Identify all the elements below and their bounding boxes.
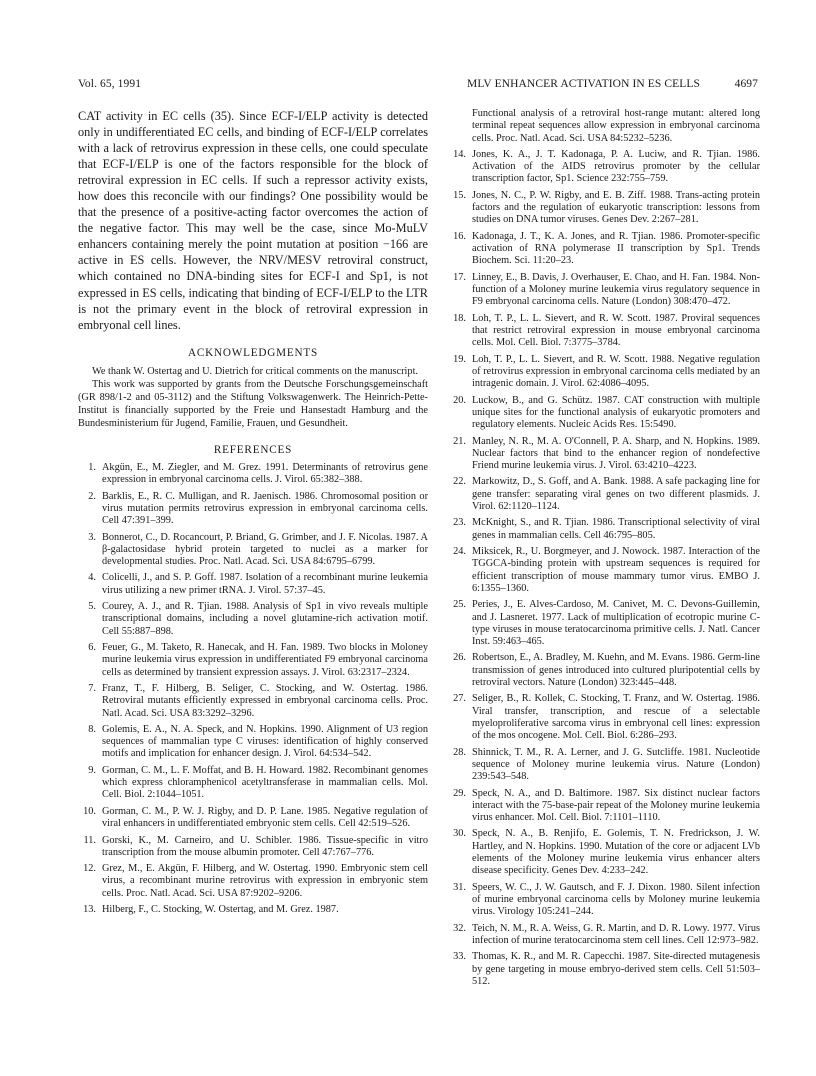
- reference-number: 32.: [453, 922, 466, 934]
- reference-text: Jones, N. C., P. W. Rigby, and E. B. Ziff. 1988. Trans-acting protein factors and the regulation of eukaryotic transcription: lessons from studies on DNA tumor viruses. Genes Dev. 2:267–281.: [472, 189, 760, 226]
- reference-number: 18.: [453, 312, 466, 324]
- running-title: MLV ENHANCER ACTIVATION IN ES CELLS: [467, 78, 700, 90]
- volume-label: Vol. 65, 1991: [78, 78, 142, 90]
- reference-text: Jones, K. A., J. T. Kadonaga, P. A. Luciw, and R. Tjian. 1986. Activation of the AIDS retrovirus promoter by the cellular transcription factor, Sp1. Science 232:755–759.: [472, 148, 760, 185]
- reference-number: 23.: [453, 517, 466, 529]
- reference-entry: [448, 517, 760, 542]
- reference-text: Bonnerot, C., D. Rocancourt, P. Briand, G. Grimber, and J. F. Nicolas. 1987. A β-galactosidase hybrid protein targeted to nuclei as a marker for developmental studies. Proc. Natl. Acad. Sci. USA 84:6795–6799.: [102, 531, 428, 568]
- reference-number: 15.: [453, 189, 466, 201]
- reference-entry: [448, 828, 760, 877]
- reference-number: 3.: [88, 531, 96, 543]
- reference-number: 33.: [453, 951, 466, 963]
- reference-number: 14.: [453, 148, 466, 160]
- reference-entry: [448, 272, 760, 309]
- reference-number: 7.: [88, 683, 96, 695]
- reference-text: Loh, T. P., L. L. Sievert, and R. W. Scott. 1988. Negative regulation of retrovirus expression in embryonal carcinoma cells mediated by an intragenic domain. J. Virol. 62:4086–4095.: [472, 353, 760, 390]
- reference-text: Markowitz, D., S. Goff, and A. Bank. 1988. A safe packaging line for gene transfer: separating viral genes on two different plasmids. J. Virol. 62:1120–1124.: [472, 476, 760, 512]
- reference-number: 6.: [88, 642, 96, 654]
- reference-entry: [448, 313, 760, 350]
- reference-entry: [448, 546, 760, 595]
- reference-entry: [78, 724, 428, 761]
- reference-text: McKnight, S., and R. Tjian. 1986. Transcriptional selectivity of viral genes in mammalian cells. Cell 46:795–805.: [472, 517, 760, 541]
- reference-number: 26.: [453, 652, 466, 664]
- reference-text: Akgün, E., M. Ziegler, and M. Grez. 1991. Determinants of retrovirus gene expression in embryonal carcinoma cells. J. Virol. 65:382–388.: [102, 461, 428, 486]
- reference-text: Loh, T. P., L. L. Sievert, and R. W. Scott. 1987. Proviral sequences that restrict retroviral expression in mouse embryonal carcinoma cells. Mol. Cell. Biol. 7:3775–3784.: [472, 312, 760, 349]
- reference-entry: [448, 149, 760, 186]
- reference-entry: [78, 601, 428, 638]
- reference-number: 4.: [88, 572, 96, 584]
- reference-text: Gorman, C. M., L. F. Moffat, and B. H. Howard. 1982. Recombinant genomes which express chloramphenicol acetyltransferase in mammalian cells. Mol. Cell. Biol. 2:1044–1051.: [102, 764, 428, 801]
- reference-number: 5.: [88, 601, 96, 613]
- reference-entry: [78, 806, 428, 831]
- reference-text: Hilberg, F., C. Stocking, W. Ostertag, and M. Grez. 1987.: [102, 904, 339, 916]
- acknowledgments-paragraph-2: This work was supported by grants from the Deutsche Forschungsgemeinschaft (GR 898/1-2 and 05-3112) and the Stiftung Volkswagenwerk. The Heinrich-Pette-Institut is financially supported by the Freie und Hansestadt Hamburg and the Bundesministerium für Jugend, Familie, Frauen, und Gesundheit.: [78, 378, 428, 429]
- acknowledgments-paragraph-1: We thank W. Ostertag and U. Dietrich for critical comments on the manuscript.: [92, 365, 419, 377]
- reference-number: 21.: [453, 435, 466, 447]
- reference-entry: [78, 863, 428, 900]
- reference-text: Speck, N. A., B. Renjifo, E. Golemis, T. N. Fredrickson, J. W. Hartley, and N. Hopkins. 1990. Mutation of the core or adjacent LVb elements of the Moloney murine leukemia virus enhancer alters disease specificity. Genes Dev. 4:233–242.: [472, 828, 760, 877]
- reference-number: 9.: [88, 764, 96, 776]
- reference-number: 20.: [453, 394, 466, 406]
- reference-text: Speck, N. A., and D. Baltimore. 1987. Six distinct nuclear factors interact with the 75-base-pair repeat of the Moloney murine leukemia virus enhancer. Mol. Cell. Biol. 7:1101–1110.: [472, 787, 760, 823]
- reference-number: 19.: [453, 353, 466, 365]
- reference-number: 29.: [453, 787, 466, 799]
- reference-text: Teich, N. M., R. A. Weiss, G. R. Martin, and D. R. Lowy. 1977. Virus infection of murine teratocarcinoma stem cell lines. Cell 12:973–982.: [472, 922, 760, 946]
- reference-text: Miksicek, R., U. Borgmeyer, and J. Nowock. 1987. Interaction of the TGGCA-binding protein with upstream sequences is required for efficient transcription of mouse mammary tumor virus. EMBO J. 6:1355–1360.: [472, 546, 760, 594]
- reference-text: Speers, W. C., J. W. Gautsch, and F. J. Dixon. 1980. Silent infection of murine embryonal carcinoma cells by Moloney murine leukemia virus. Virology 105:241–244.: [472, 881, 760, 918]
- reference-entry: [448, 652, 760, 689]
- right-column: [448, 108, 760, 992]
- reference-number: 22.: [453, 476, 466, 488]
- reference-text: Gorman, C. M., P. W. J. Rigby, and D. P. Lane. 1985. Negative regulation of viral enhancers in undifferentiated embryonic stem cells. Cell 42:519–526.: [102, 805, 428, 830]
- reference-entry: [78, 462, 428, 487]
- references-heading: REFERENCES: [213, 443, 293, 456]
- reference-number: 27.: [453, 693, 466, 705]
- reference-entry: [78, 642, 428, 679]
- reference-entry: [448, 747, 760, 784]
- reference-entry: [78, 835, 428, 860]
- reference-number: 11.: [83, 834, 96, 846]
- reference-text: Colicelli, J., and S. P. Goff. 1987. Isolation of a recombinant murine leukemia virus utilizing a new primer tRNA. J. Virol. 57:37–45.: [102, 572, 428, 596]
- reference-entry: [448, 231, 760, 268]
- reference-entry: [78, 765, 428, 802]
- reference-number: 30.: [453, 828, 466, 840]
- reference-number: 13.: [83, 904, 96, 916]
- reference-entry: [448, 788, 760, 825]
- reference-text: Luckow, B., and G. Schütz. 1987. CAT construction with multiple unique sites for the functional analysis of eukaryotic promoters and regulatory elements. Nucleic Acids Res. 15:5490.: [472, 394, 760, 431]
- reference-number: 28.: [453, 746, 466, 758]
- references-list-left: [78, 462, 428, 917]
- left-column: [78, 108, 428, 921]
- reference-number: 8.: [88, 723, 96, 735]
- reference-number: 16.: [453, 230, 466, 242]
- reference-number: 24.: [453, 546, 466, 558]
- reference-entry: [448, 190, 760, 227]
- reference-entry: [448, 395, 760, 432]
- reference-text: Seliger, B., R. Kollek, C. Stocking, T. Franz, and W. Ostertag. 1986. Viral transfer, transcription, and rescue of a selectable myeloproliferative sarcoma virus in embryonal cell lines: expression of the mos oncogene. Mol. Cell. Biol. 6:286–293.: [472, 693, 760, 742]
- reference-number: 10.: [83, 805, 96, 817]
- reference-entry: [448, 923, 760, 948]
- reference-entry: [78, 532, 428, 569]
- reference-entry: [78, 683, 428, 720]
- reference-entry: [78, 491, 428, 528]
- reference-text: Grez, M., E. Akgün, F. Hilberg, and W. Ostertag. 1990. Embryonic stem cell virus, a recombinant murine retrovirus with expression in embryonic stem cells. Proc. Natl. Acad. Sci. USA 87:9202–9206.: [102, 863, 428, 899]
- reference-text: Gorski, K., M. Carneiro, and U. Schibler. 1986. Tissue-specific in vitro transcription from the mouse albumin promoter. Cell 47:767–776.: [102, 834, 428, 858]
- reference-entry: [448, 882, 760, 919]
- reference-text: Barklis, E., R. C. Mulligan, and R. Jaenisch. 1986. Chromosomal position or virus mutation permits retrovirus expression in embryonal carcinoma cells. Cell 47:391–399.: [102, 490, 428, 527]
- reference-entry: [448, 951, 760, 988]
- reference-entry: [448, 476, 760, 513]
- body-paragraph: CAT activity in EC cells (35). Since ECF-I/ELP activity is detected only in undifferentiated EC cells, and binding of ECF-I/ELP correlates with a lack of retrovirus expression in these cells, one could speculate that ECF-I/ELP is one of the factors responsible for the block of retroviral expression in EC cells. If such a repressor activity exists, how does this reconcile with our findings? One possibility would be that the presence of a positive-acting factor overcomes the action of the negative factor. This may well be the case, since Mo-MuLV enhancers containing merely the point mutation at position −166 are active in ES cells. However, the NRV/MESV retroviral construct, which contained no DNA-binding sites for ECF-I and Sp1, is not expressed in ES cells, indicating that binding of ECF-I/ELP to the LTR is not the primary event in the block of retroviral expression in embryonal cell lines.: [78, 109, 428, 332]
- reference-entry: [78, 572, 428, 597]
- reference-text: Robertson, E., A. Bradley, M. Kuehn, and M. Evans. 1986. Germ-line transmission of genes introduced into cultured pluripotential cells by retroviral vectors. Nature (London) 323:445–448.: [472, 652, 760, 688]
- page-header: [78, 78, 758, 94]
- reference-number: 31.: [453, 881, 466, 893]
- reference-number: 25.: [453, 599, 466, 611]
- references-list-right: [448, 149, 760, 988]
- reference-number: 17.: [453, 271, 466, 283]
- reference-entry: [448, 693, 760, 742]
- reference-entry: [448, 599, 760, 648]
- reference-text: Feuer, G., M. Taketo, R. Hanecak, and H. Fan. 1989. Two blocks in Moloney murine leukemia virus expression in undifferentiated F9 embryonal carcinoma cells as determined by transient expression assays. J. Virol. 63:2317–2324.: [102, 642, 428, 678]
- reference-number: 2.: [88, 490, 96, 502]
- acknowledgments-heading: ACKNOWLEDGMENTS: [187, 346, 319, 359]
- reference-entry: [448, 436, 760, 473]
- reference-text: Thomas, K. R., and M. R. Capecchi. 1987. Site-directed mutagenesis by gene targeting in mouse embryo-derived stem cells. Cell 51:503–512.: [472, 951, 760, 987]
- reference-text: Kadonaga, J. T., K. A. Jones, and R. Tjian. 1986. Promoter-specific activation of RNA polymerase II transcription by Sp1. Trends Biochem. Sci. 11:20–23.: [472, 230, 760, 267]
- reference-text: Shinnick, T. M., R. A. Lerner, and J. G. Sutcliffe. 1981. Nucleotide sequence of Moloney murine leukemia virus. Nature (London) 239:543–548.: [472, 746, 760, 783]
- reference-entry: [448, 354, 760, 391]
- reference-text: Franz, T., F. Hilberg, B. Seliger, C. Stocking, and W. Ostertag. 1986. Retroviral mutants efficiently expressed in embryonal carcinoma cells. Proc. Natl. Acad. Sci. USA 83:3292–3296.: [102, 683, 428, 719]
- reference-text: Courey, A. J., and R. Tjian. 1988. Analysis of Sp1 in vivo reveals multiple transcriptional domains, including a novel glutamine-rich activation motif. Cell 55:887–898.: [102, 601, 428, 637]
- reference-number: 1.: [88, 461, 96, 473]
- reference-text: Golemis, E. A., N. A. Speck, and N. Hopkins. 1990. Alignment of U3 region sequences of mammalian type C viruses: identification of highly conserved motifs and implication for enhancer design. J. Virol. 64:534–542.: [102, 723, 428, 760]
- reference-entry: [78, 904, 428, 916]
- reference-13-continuation: Functional analysis of a retroviral host-range mutant: altered long terminal repeat sequences allow expression in embryonal carcinoma cells. Proc. Natl. Acad. Sci. USA 84:5232–5236.: [472, 108, 760, 144]
- reference-number: 12.: [83, 863, 96, 875]
- reference-text: Linney, E., B. Davis, J. Overhauser, E. Chao, and H. Fan. 1984. Non-function of a Moloney murine leukemia virus regulatory sequence in F9 embryonal carcinoma cells. Nature (London) 308:470–472.: [472, 271, 760, 308]
- page-number: 4697: [734, 78, 758, 90]
- reference-text: Peries, J., E. Alves-Cardoso, M. Canivet, M. C. Devons-Guillemin, and J. Lasneret. 1977. Lack of multiplication of ecotropic murine C-type viruses in mouse teratocarcinoma primitive cells. J. Natl. Cancer Inst. 59:463–465.: [472, 599, 760, 647]
- reference-text: Manley, N. R., M. A. O'Connell, P. A. Sharp, and N. Hopkins. 1989. Nuclear factors that bind to the enhancer region of nondefective Friend murine leukemia virus. J. Virol. 63:4210–4223.: [472, 435, 760, 471]
